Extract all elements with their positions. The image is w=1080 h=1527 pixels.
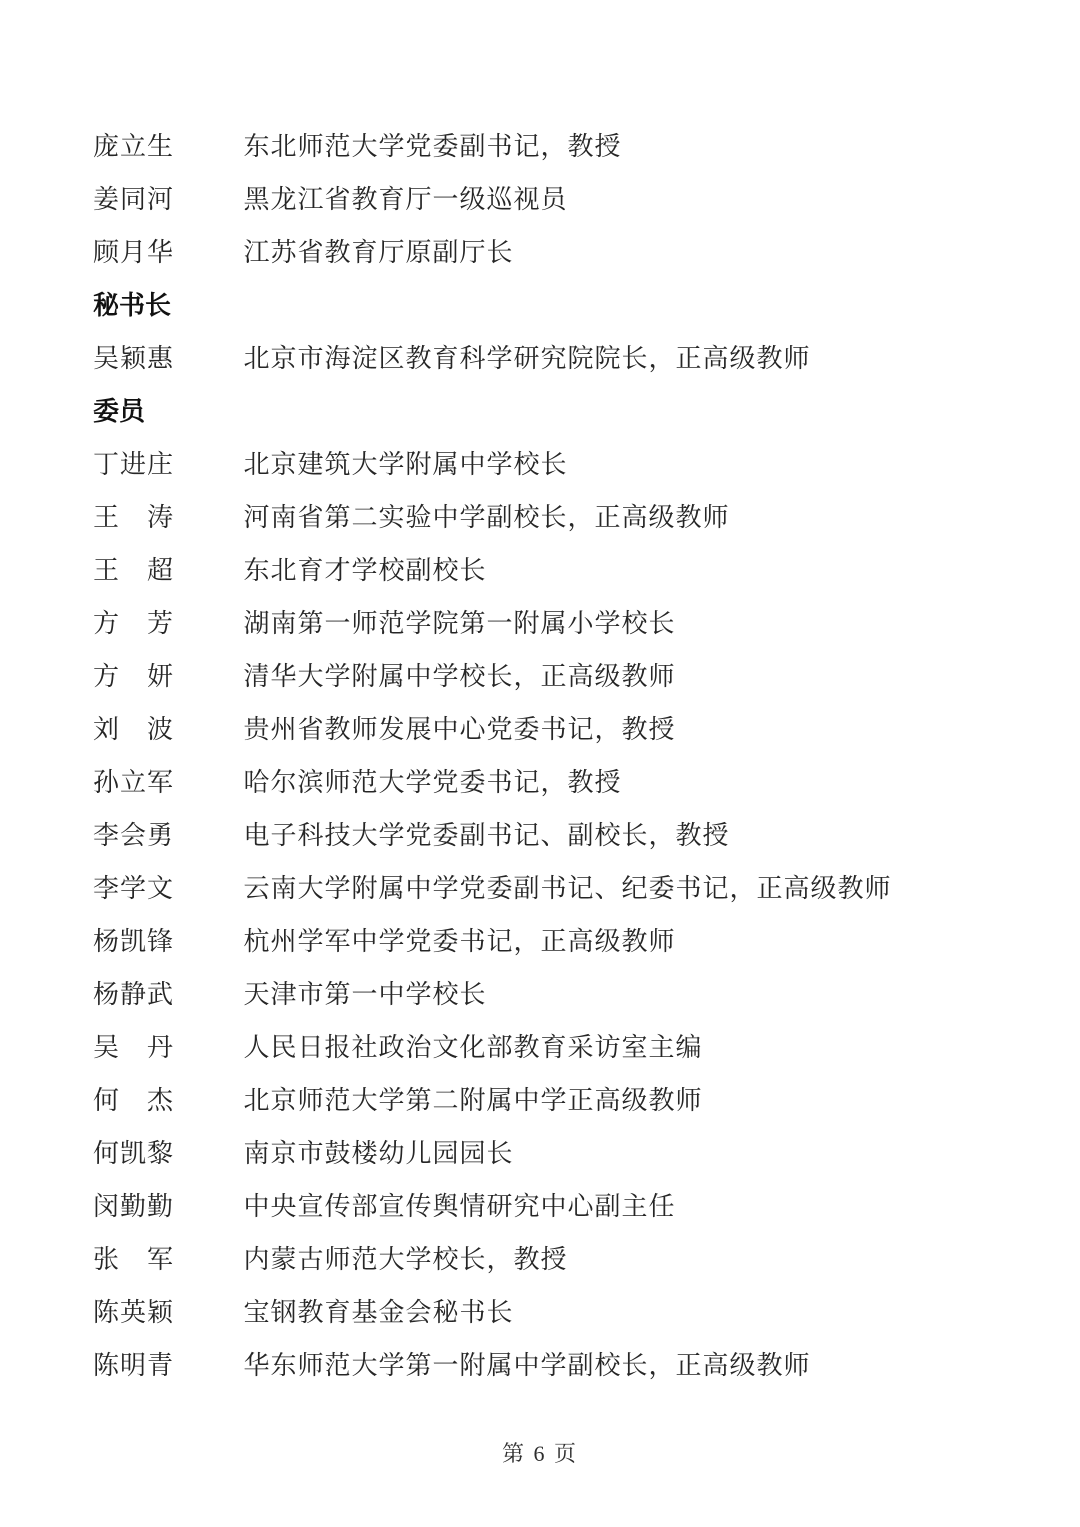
entry-row bbox=[93, 928, 1020, 955]
person-title: 人民日报社政治文化部教育采访室主编 bbox=[243, 1033, 703, 1062]
entry-row bbox=[93, 716, 1020, 743]
entry-row bbox=[93, 239, 1020, 266]
person-title: 东北师范大学党委副书记，教授 bbox=[243, 132, 622, 161]
entry-row bbox=[93, 1193, 1020, 1220]
entry-row bbox=[93, 822, 1020, 849]
person-name: 庞立生 bbox=[93, 132, 175, 161]
person-name: 孙立军 bbox=[93, 768, 175, 797]
person-name: 李会勇 bbox=[93, 821, 175, 850]
person-name: 王 涛 bbox=[93, 503, 175, 532]
person-title: 东北育才学校副校长 bbox=[243, 556, 487, 585]
person-title: 贵州省教师发展中心党委书记，教授 bbox=[243, 715, 676, 744]
person-title: 黑龙江省教育厅一级巡视员 bbox=[243, 185, 568, 214]
person-name: 吴颖惠 bbox=[93, 344, 175, 373]
person-title: 北京师范大学第二附属中学正高级教师 bbox=[243, 1086, 703, 1115]
person-title: 北京市海淀区教育科学研究院院长，正高级教师 bbox=[243, 344, 811, 373]
person-name: 方 妍 bbox=[93, 662, 175, 691]
person-name: 方 芳 bbox=[93, 609, 175, 638]
entry-row bbox=[93, 1087, 1020, 1114]
person-title: 中央宣传部宣传舆情研究中心副主任 bbox=[243, 1192, 676, 1221]
person-title: 江苏省教育厅原副厅长 bbox=[243, 238, 514, 267]
person-name: 王 超 bbox=[93, 556, 175, 585]
entry-row bbox=[93, 875, 1020, 902]
person-name: 刘 波 bbox=[93, 715, 175, 744]
person-name: 顾月华 bbox=[93, 238, 175, 267]
section-heading-label: 秘书长 bbox=[93, 290, 172, 320]
entry-row bbox=[93, 1299, 1020, 1326]
entry-row bbox=[93, 1034, 1020, 1061]
person-name: 李学文 bbox=[93, 874, 175, 903]
entry-row bbox=[93, 186, 1020, 213]
person-name: 吴 丹 bbox=[93, 1033, 175, 1062]
person-title: 内蒙古师范大学校长，教授 bbox=[243, 1245, 568, 1274]
person-name: 陈英颖 bbox=[93, 1298, 175, 1327]
person-name: 何 杰 bbox=[93, 1086, 175, 1115]
person-title: 南京市鼓楼幼儿园园长 bbox=[243, 1139, 514, 1168]
entry-row bbox=[93, 504, 1020, 531]
person-name: 陈明青 bbox=[93, 1351, 175, 1380]
person-name: 张 军 bbox=[93, 1245, 175, 1274]
person-title: 云南大学附属中学党委副书记、纪委书记，正高级教师 bbox=[243, 874, 892, 903]
person-title: 天津市第一中学校长 bbox=[243, 980, 487, 1009]
entry-row bbox=[93, 981, 1020, 1008]
entry-row bbox=[93, 1246, 1020, 1273]
page-footer bbox=[0, 1437, 1080, 1468]
entry-row bbox=[93, 451, 1020, 478]
person-title: 宝钢教育基金会秘书长 bbox=[243, 1298, 514, 1327]
entry-row bbox=[93, 663, 1020, 690]
person-name: 姜同河 bbox=[93, 185, 175, 214]
entry-row bbox=[93, 1140, 1020, 1167]
entry-row bbox=[93, 1352, 1020, 1379]
entry-row bbox=[93, 610, 1020, 637]
entry-row bbox=[93, 769, 1020, 796]
person-title: 哈尔滨师范大学党委书记，教授 bbox=[243, 768, 622, 797]
person-title: 湖南第一师范学院第一附属小学校长 bbox=[243, 609, 676, 638]
person-title: 杭州学军中学党委书记，正高级教师 bbox=[243, 927, 676, 956]
person-name: 丁进庄 bbox=[93, 450, 175, 479]
person-title: 电子科技大学党委副书记、副校长，教授 bbox=[243, 821, 730, 850]
page-number: 第 6 页 bbox=[501, 1441, 578, 1466]
section-heading-label: 委员 bbox=[93, 396, 146, 426]
person-name: 何凯黎 bbox=[93, 1139, 175, 1168]
person-title: 河南省第二实验中学副校长，正高级教师 bbox=[243, 503, 730, 532]
person-title: 清华大学附属中学校长，正高级教师 bbox=[243, 662, 676, 691]
person-name: 杨凯锋 bbox=[93, 927, 175, 956]
person-title: 北京建筑大学附属中学校长 bbox=[243, 450, 568, 479]
entry-row bbox=[93, 133, 1020, 160]
entry-row bbox=[93, 345, 1020, 372]
entry-row bbox=[93, 557, 1020, 584]
person-title: 华东师范大学第一附属中学副校长，正高级教师 bbox=[243, 1351, 811, 1380]
person-name: 杨静武 bbox=[93, 980, 175, 1009]
section-heading-secretary-general bbox=[93, 292, 1020, 319]
person-name: 闵勤勤 bbox=[93, 1192, 175, 1221]
section-heading-members bbox=[93, 398, 1020, 425]
